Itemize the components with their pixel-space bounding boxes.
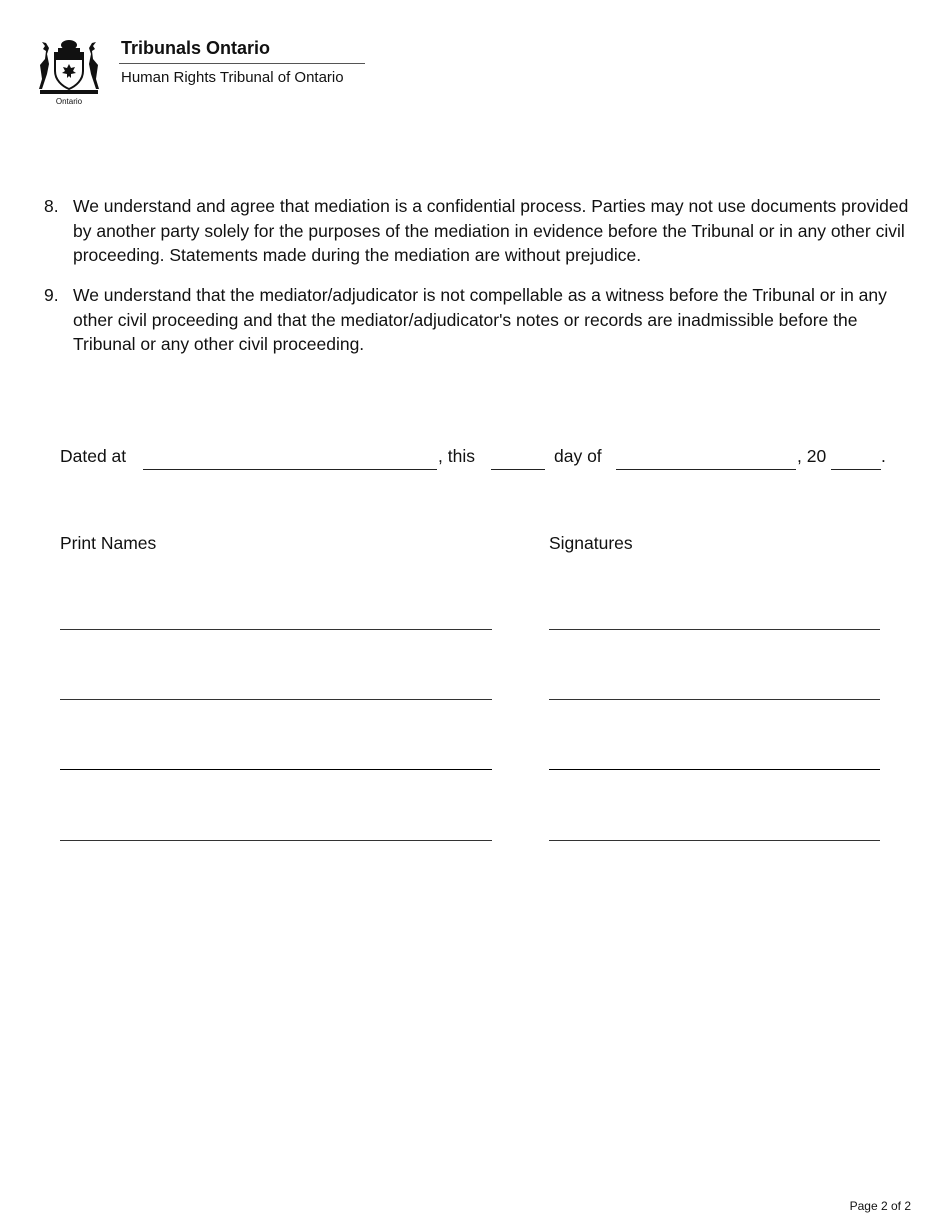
signature-line-3[interactable] bbox=[549, 769, 880, 770]
signatures-label: Signatures bbox=[549, 533, 633, 553]
org-name: Tribunals Ontario bbox=[121, 38, 271, 58]
signature-line-4[interactable] bbox=[549, 840, 880, 841]
logo-caption: Ontario bbox=[55, 97, 83, 106]
day-field[interactable] bbox=[491, 469, 545, 470]
signature-line-1[interactable] bbox=[549, 629, 880, 630]
dated-at-label: Dated at bbox=[60, 446, 127, 466]
this-label: , this bbox=[438, 446, 475, 466]
clause-number: 9. bbox=[44, 285, 59, 305]
print-name-line-3[interactable] bbox=[60, 769, 492, 770]
print-name-line-1[interactable] bbox=[60, 629, 492, 630]
page-number: Page 2 of 2 bbox=[849, 1199, 911, 1213]
clause-text: We understand that the mediator/adjudicator is not compellable as a witness before the Tribunal or in any other civil proceeding and that the mediator/adjudicator's notes or records are inadmissible before the Tribunal or any other civil proceeding. bbox=[73, 285, 887, 354]
year-prefix-label: , 20 bbox=[797, 446, 827, 466]
print-name-line-4[interactable] bbox=[60, 840, 492, 841]
clause-9 bbox=[44, 283, 910, 357]
clause-text: We understand and agree that mediation is a confidential process. Parties may not use documents provided by another party solely for the purposes of the mediation in evidence before the Tribunal or in any other civil proceeding. Statements made during the mediation are without prejudice. bbox=[73, 196, 909, 265]
day-of-label: day of bbox=[554, 446, 602, 466]
org-subtitle: Human Rights Tribunal of Ontario bbox=[121, 69, 344, 86]
header-divider bbox=[119, 63, 365, 64]
month-field[interactable] bbox=[616, 469, 796, 470]
print-names-label: Print Names bbox=[60, 533, 157, 553]
ontario-coat-of-arms-logo bbox=[36, 36, 102, 106]
clause-8 bbox=[44, 194, 910, 268]
year-field[interactable] bbox=[831, 469, 881, 470]
signature-line-2[interactable] bbox=[549, 699, 880, 700]
place-field[interactable] bbox=[143, 469, 437, 470]
dated-line-end: . bbox=[881, 446, 886, 466]
print-name-line-2[interactable] bbox=[60, 699, 492, 700]
clause-number: 8. bbox=[44, 196, 59, 216]
